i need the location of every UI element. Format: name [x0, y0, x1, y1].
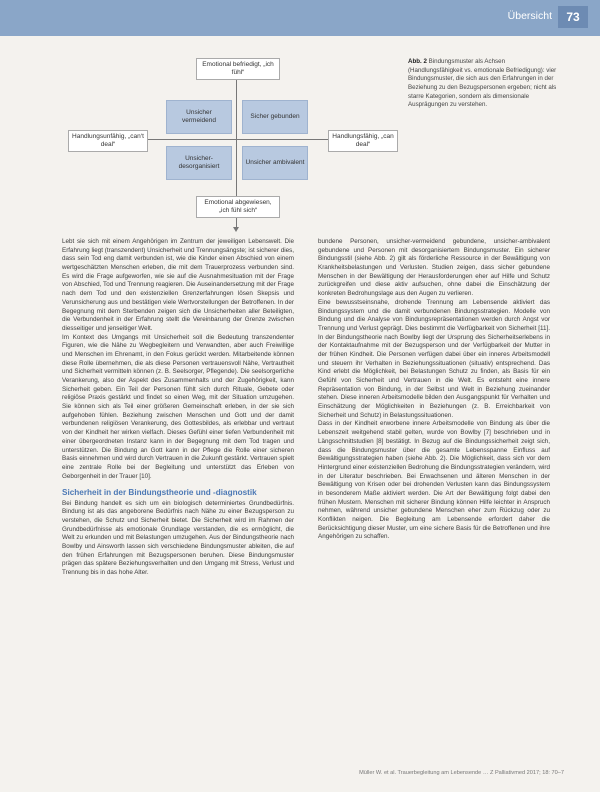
paragraph: Bei Bindung handelt es sich um ein biologisch determiniertes Grundbedürfnis. Bindung ist als das angeborene Bedürfnis nach Nähe zu einer Bezugsperson zu verstehen, die Schutz und Sicherheit bietet. Die Sicherheit wird im Rahmen der Grundbedürfnisse als emotionale Grundlage verstanden, die es ermöglicht, die Welt zu erkunden und mit Belastungen umzugehen. Aus der Bindungstheorie nach Bowlby und Ainsworth lassen sich verschiedene Bindungsmuster ableiten, die auf den frühen Erfahrungen mit Bezugspersonen beruhen. Diese Bindungsmuster prägen das spätere Beziehungsverhalten und den Umgang mit Stress, Verlust und Trennung bis in das hohe Alter.: [62, 499, 294, 577]
paragraph: Eine bewusstseinsnahe, drohende Trennung am Lebensende aktiviert das Bindungssystem und die damit verbundenen Bindungsstrategien. Modelle von Bindung und die Analyse von Bindungsrepräsentationen werden durch Angst vor Trennung und Verlust geprägt. Dies bestimmt die Verfügbarkeit von Sicherheit [11]. In der Bindungstheorie nach Bowlby liegt der Ursprung des Sicherheitserlebens in der Kontaktaufnahme mit der Bezugsperson und der Verfügbarkeit der Mutter in der frühen Kindheit. Die Personen verfügen dabei über ein inneres Arbeitsmodell und steuern ihr Verhalten in Beziehungssituationen (situativ) entsprechend. Das Kind erlebt die Möglichkeit, bei Belastungen Schutz zu finden, als Basis für ein Gefühl von Sicherheit und Vertrauen in die Welt. Es entsteht eine innere Repräsentation von Bindung, in der Selbst und Welt in Beziehung zueinander stehen. Diese inneren Arbeitsmodelle bilden den Ausgangspunkt für Verhalten und Einschätzung der Möglichkeiten in Beziehungen (z. B. Erreichbarkeit von Sicherheit und Schutz) in Belastungssituationen.: [318, 298, 550, 419]
caption-label: Abb. 2: [408, 58, 427, 65]
paragraph: Im Kontext des Umgangs mit Unsicherheit soll die Bedeutung transzendenter Figuren, wie die Nähe zu Wegbegleitern und Verwandten, aber auch Freiwillige und Menschen im Ehrenamt, in den Fokus gerückt werden. Mitarbeitende können diese Rolle übernehmen, die als diese Personen vertrauensvoll Nähe, Vertrautheit und Sicherheit vermitteln können (z. B. Seelsorger, Pflegende). Die seelsorgerliche Verankerung, also der Aspekt des Zusammenhalts und der Zugehörigkeit, kann Sicherheit geben. Ein Teil der Personen fühlt sich durch Rituale, Gebete oder religiöse Praxis gestärkt und findet so einen Weg, mit der Situation umzugehen. Sie können sich als Teil einer größeren Gemeinschaft erleben, in der sie sich aufgehoben fühlen. Beziehung zwischen Menschen und Gott und der damit verbundenen religiösen Verankerung, des Gottesbildes, als erlebbar und vertraut von der Kindheit her wirken vielfach. Dieses Gefühl einer tiefen Verbundenheit mit einer übergeordneten Instanz kann in der Begegnung mit dem Tod tragen und unterstützen. Die Bindung an Gott kann in der Pflege die Rolle einer sicheren Basis einnehmen und wird durch Vertrauen in die Zukunft gestärkt. Vertrauen spielt eine zentrale Rolle bei der Begleitung und unterstützt das Erleben von Geborgenheit in der Trauer [10].: [62, 333, 294, 480]
page-footer: Müller W. et al. Trauerbegleitung am Lebensende … Z Palliativmed 2017; 18: 70–7: [359, 770, 564, 776]
left-column: [62, 238, 294, 578]
paragraph: bundene Personen, unsicher-vermeidend gebundene, unsicher-ambivalent gebundene und Personen mit desorganisiertem Bindungsmuster. Ein sicherer Bindungsstil (siehe Abb. 2) gilt als förderliche Ressource in der Bewältigung von Krankheitsbelastungen und Verlusten. Studien zeigen, dass sicher gebundene Menschen in der Bewältigung der Herausforderungen eher auf Hilfe und Schutz zurückgreifen und diese aktiv aufsuchen, ohne dabei die Einschätzung der konkreten Bedrohungslage aus den Augen zu verlieren.: [318, 238, 550, 298]
quadrant-top-left: Unsicher vermeidend: [166, 100, 232, 134]
header-bar: [0, 0, 600, 36]
quadrant-bottom-left: Unsicher-desorganisiert: [166, 146, 232, 180]
quadrant-top-right: Sicher gebunden: [242, 100, 308, 134]
paragraph: Lebt sie sich mit einem Angehörigen im Zentrum der jeweiligen Lebenswelt. Die Erfahrung liegt (transzendent) Unsicherheit und Trennungsängste; ist sicherer dies, dass sein Tod eng damit verbunden ist, wie die Kinder einen Abschied von einem wertgeschätzten Menschen erleben, die mit dem Trauerprozess verbunden sind. Es wird die Frage aufgeworfen, wie sie auf die Ausnahmesituation mit der Frage von Abschied, Tod und Trennung reagieren. Die Auseinandersetzung mit der Frage nach dem Tod und den existenziellen Grenzerfahrungen lösen Skepsis und Verunsicherung aus und bestätigen viele Wertvorstellungen der Betroffenen. In der Begegnung mit dem Sterbenden zeigen sich die Unsicherheiten aller Beteiligten, die Verbundenheit in der Erfahrung stellt die Vereinbarung der Grenze zwischen diesseitiger und jenseitiger Welt.: [62, 238, 294, 332]
axis-label-right: Handlungsfähig, „can deal“: [328, 130, 398, 152]
section-heading: Sicherheit in der Bindungstheorie und -diagnostik: [62, 488, 257, 498]
axis-label-top: Emotional befriedigt, „ich fühl“: [196, 58, 280, 80]
arrow-down-icon: [233, 227, 239, 232]
section-title: Übersicht: [507, 10, 552, 22]
bindung-figure: [66, 54, 400, 228]
axis-label-left: Handlungsunfähig, „can‘t deal“: [68, 130, 148, 152]
quadrant-bottom-right: Unsicher ambivalent: [242, 146, 308, 180]
caption-text: Bindungsmuster als Achsen (Handlungsfähigkeit vs. emotionale Befriedigung): vier Bindungsmuster, die sich aus den Erfahrungen in der Beziehung zu den Bezugspersonen ergeben; nicht als starre Kategorien, sondern als dimensionale Ausprägungen zu verstehen.: [408, 58, 557, 109]
paragraph: Dass in der Kindheit erworbene innere Arbeitsmodelle von Bindung als über die Lebenszeit weitgehend stabil gelten, wurde von Bowlby [7] beschrieben und in Längsschnittstudien [8] bestätigt. In Bezug auf die Bindungssicherheit zeigt sich, dass die Bindungsmuster über die gesamte Lebensspanne Einfluss auf Bewältigungsstrategien haben (siehe Abb. 2). Die Möglichkeit, dass sich vor dem Hintergrund einer existenziellen Bedrohung die Bindungsstrategien verändern, wird in der Literatur beschrieben. Bei Erwachsenen und älteren Menschen in der Bewältigung von Krisen oder bei drohenden Verlusten kann das Bindungssystem in besonderem Maße aktiviert werden. Die Art der Bewältigung folgt dabei den frühen Mustern. Menschen mit sicherer Bindung können Hilfe leichter in Anspruch nehmen, während unsicher gebundene Menschen eher zum Rückzug oder zu Konflikten neigen. Die Begleitung am Lebensende erfordert daher die Berücksichtigung dieser Muster, um eine sichere Basis für die Betroffenen und ihre Angehörigen zu schaffen.: [318, 420, 550, 541]
right-column: [318, 238, 550, 542]
figure-caption: [408, 58, 558, 110]
axis-label-bottom: Emotional abgewiesen, „ich fühl sich“: [196, 196, 280, 218]
page-number: 73: [558, 6, 588, 28]
